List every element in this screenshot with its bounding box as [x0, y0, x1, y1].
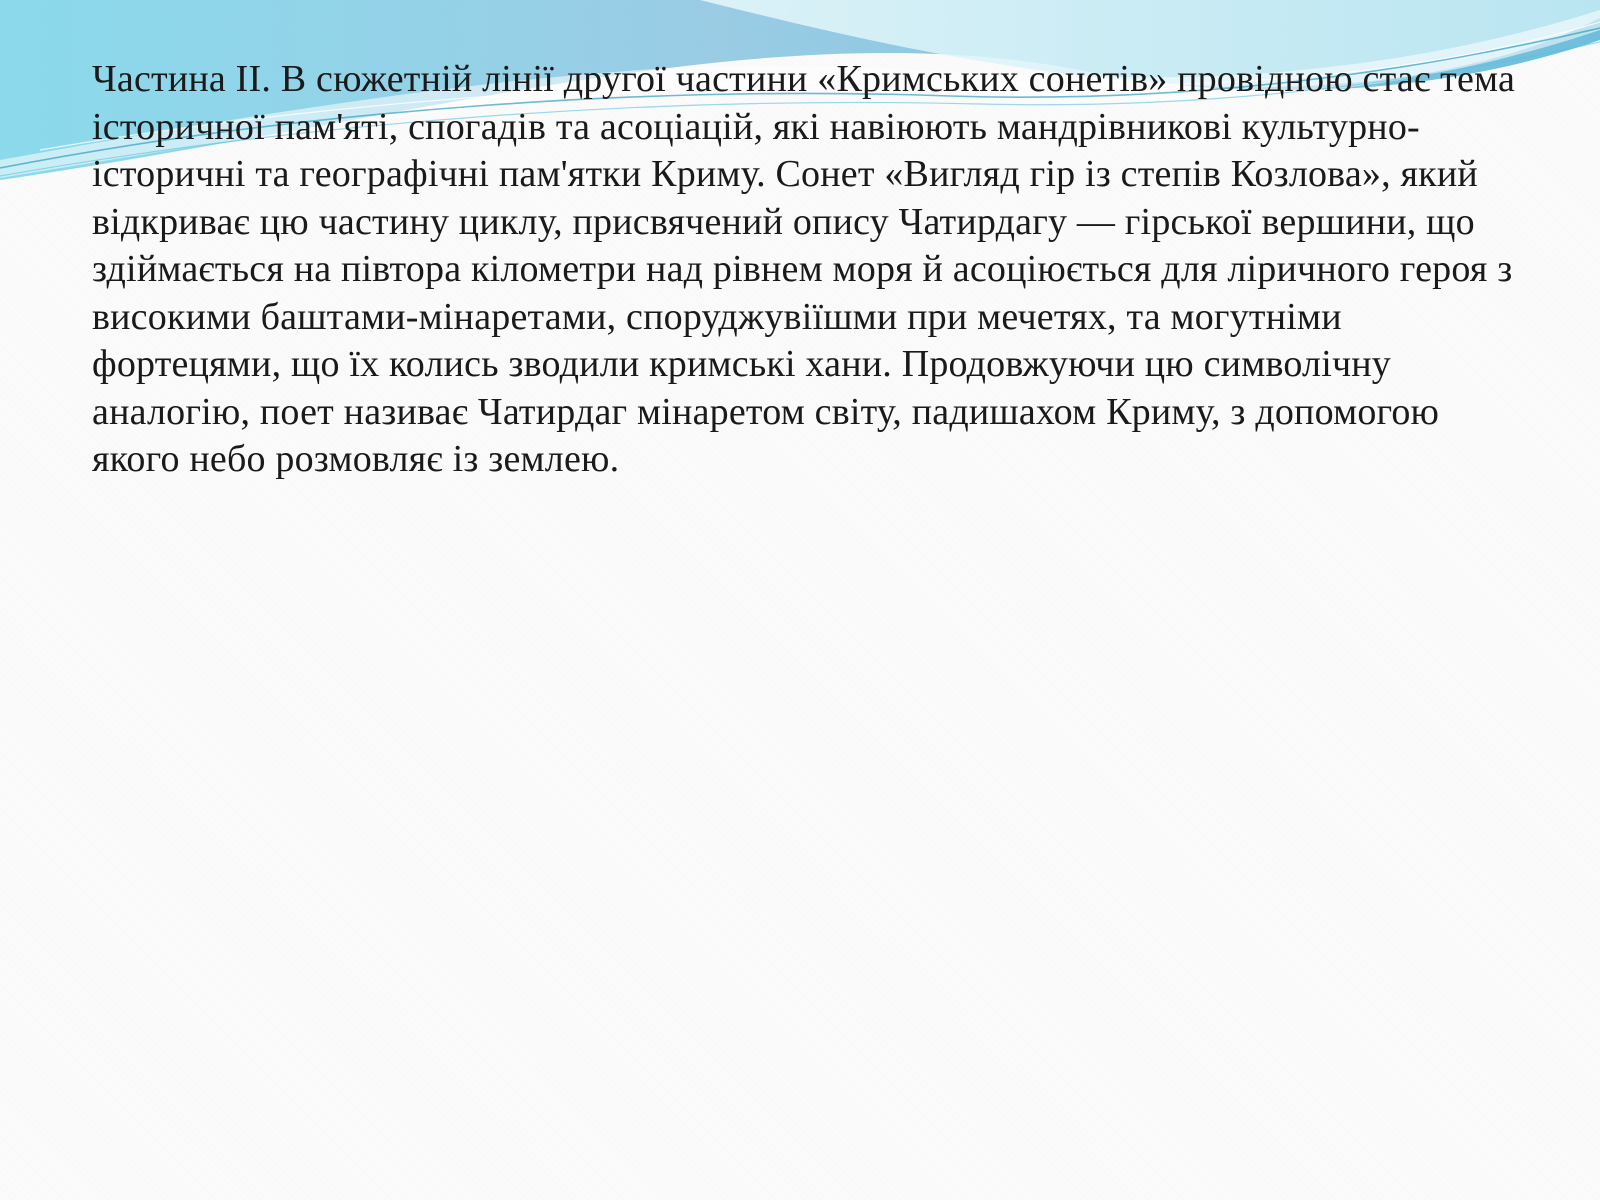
slide-body-text: Частина ІІ. В сюжетній лінії другої частини «Кримських сонетів» провідною стає тема історичної пам'яті, спогадів та асоціацій, які навіюють мандрівникові культурно-історичні та географічні пам'ятки Криму. Сонет «Вигляд гір із степів Козлова», який відкриває цю частину циклу, присвячений опису Чатирдагу — гірської вершини, що здіймається на півтора кілометри над рівнем моря й асоціюється для ліричного героя з високими баштами-мінаретами, споруджувіїшми при мечетях, та могутніми фортецями, що їх колись зводили кримські хани. Продовжуючи цю символічну аналогію, поет називає Чатирдаг мінаретом світу, падишахом Криму, з допомогою якого небо розмовляє із землею.: [92, 58, 1516, 480]
